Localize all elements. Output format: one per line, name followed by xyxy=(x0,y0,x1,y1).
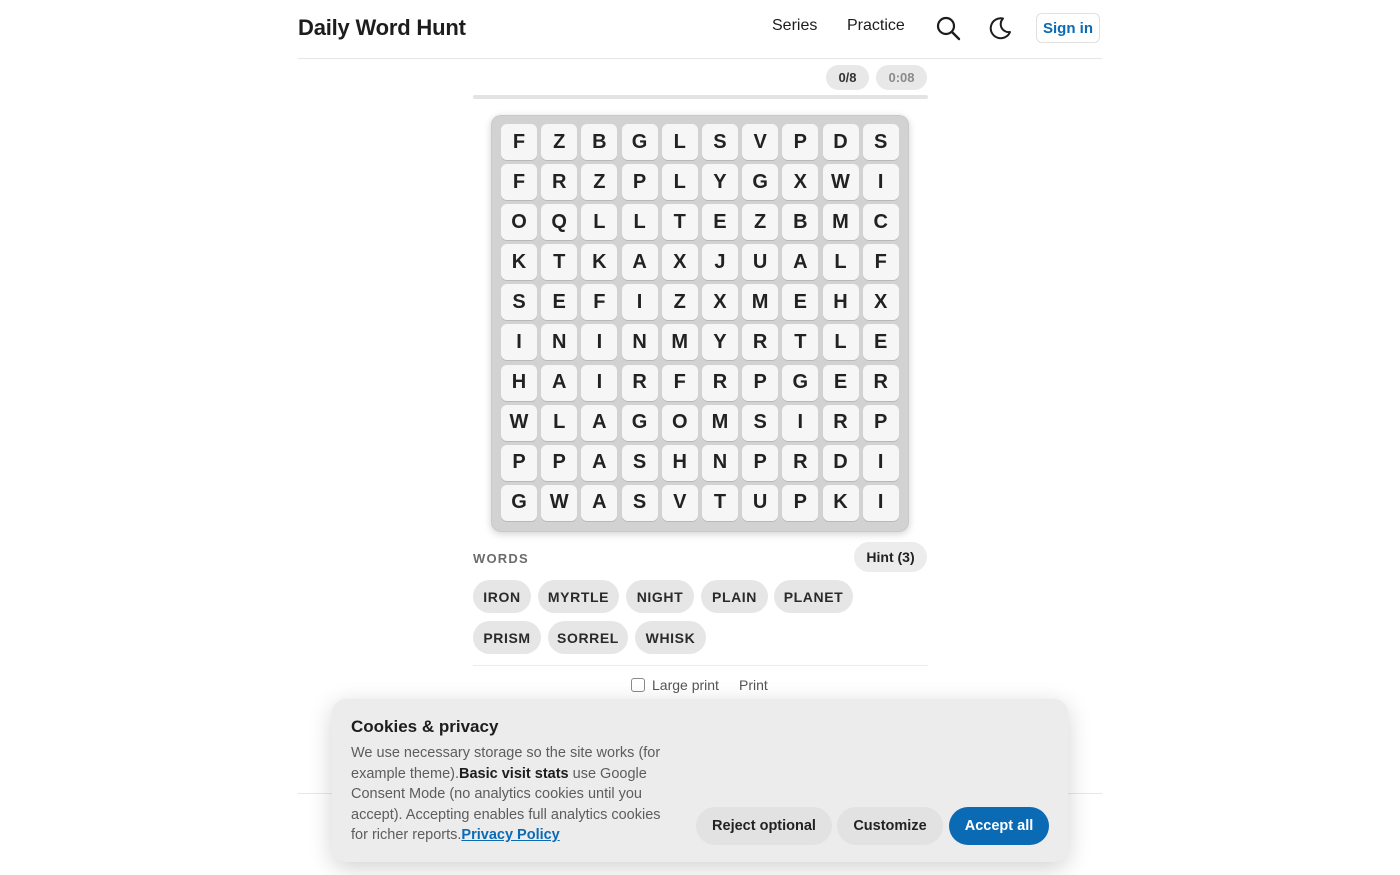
site-header xyxy=(298,0,1102,59)
grid-cell[interactable]: I xyxy=(501,324,537,360)
grid-cell[interactable]: M xyxy=(702,405,738,441)
grid-cell[interactable]: B xyxy=(782,204,818,240)
grid-cell[interactable]: H xyxy=(501,365,537,401)
grid-cell[interactable]: O xyxy=(662,405,698,441)
grid-cell[interactable]: A xyxy=(581,405,617,441)
grid-cell[interactable]: H xyxy=(662,445,698,481)
word-chip-whisk: WHISK xyxy=(635,621,706,654)
grid-cell[interactable]: F xyxy=(501,124,537,160)
grid-cell[interactable]: Z xyxy=(581,164,617,200)
grid-cell[interactable]: I xyxy=(581,365,617,401)
grid-cell[interactable]: E xyxy=(782,284,818,320)
grid-cell[interactable]: W xyxy=(823,164,859,200)
grid-cell[interactable]: M xyxy=(823,204,859,240)
grid-cell[interactable]: M xyxy=(742,284,778,320)
grid-cell[interactable]: H xyxy=(823,284,859,320)
grid-cell[interactable]: N xyxy=(702,445,738,481)
grid-cell[interactable]: S xyxy=(622,485,658,521)
grid-cell[interactable]: J xyxy=(702,244,738,280)
grid-cell[interactable]: W xyxy=(541,485,577,521)
grid-cell[interactable]: O xyxy=(501,204,537,240)
grid-cell[interactable]: U xyxy=(742,485,778,521)
grid-cell[interactable]: X xyxy=(702,284,738,320)
large-print-label[interactable]: Large print xyxy=(652,677,719,693)
grid-cell[interactable]: T xyxy=(702,485,738,521)
grid-cell[interactable]: C xyxy=(863,204,899,240)
grid-cell[interactable]: N xyxy=(622,324,658,360)
cookie-text-detail: use Google Consent Mode (no analytics cookies until you accept). Accepting enables full analytics cookies for richer reports. xyxy=(351,765,661,843)
customize-button[interactable]: Customize xyxy=(837,807,943,845)
grid-cell[interactable]: R xyxy=(742,324,778,360)
words-heading: WORDS xyxy=(473,551,529,566)
grid-cell[interactable]: L xyxy=(581,204,617,240)
grid-cell[interactable]: I xyxy=(581,324,617,360)
privacy-policy-link[interactable]: Privacy Policy xyxy=(461,827,560,843)
grid-cell[interactable]: S xyxy=(501,284,537,320)
grid-cell[interactable]: S xyxy=(702,124,738,160)
grid-cell[interactable]: L xyxy=(662,164,698,200)
word-chip-prism: PRISM xyxy=(473,621,541,654)
large-print-checkbox[interactable] xyxy=(631,678,645,692)
grid-cell[interactable]: E xyxy=(823,365,859,401)
grid-cell[interactable]: D xyxy=(823,445,859,481)
grid-cell[interactable]: X xyxy=(863,284,899,320)
grid-cell[interactable]: P xyxy=(742,445,778,481)
grid-cell[interactable]: E xyxy=(863,324,899,360)
grid-cell[interactable]: K xyxy=(581,244,617,280)
timer-badge: 0:08 xyxy=(876,65,927,90)
grid-cell[interactable]: Y xyxy=(702,164,738,200)
grid-cell[interactable]: F xyxy=(662,365,698,401)
grid-cell[interactable]: W xyxy=(501,405,537,441)
grid-cell[interactable]: B xyxy=(581,124,617,160)
grid-cell[interactable]: I xyxy=(863,445,899,481)
grid-cell[interactable]: G xyxy=(742,164,778,200)
large-print-option xyxy=(631,676,719,694)
grid-cell[interactable]: G xyxy=(622,124,658,160)
grid-cell[interactable]: E xyxy=(702,204,738,240)
grid-cell[interactable]: N xyxy=(541,324,577,360)
grid-cell[interactable]: E xyxy=(541,284,577,320)
cookie-text-bold: Basic visit stats xyxy=(459,765,569,782)
grid-cell[interactable]: X xyxy=(782,164,818,200)
grid-cell[interactable]: P xyxy=(501,445,537,481)
grid-cell[interactable]: R xyxy=(702,365,738,401)
divider xyxy=(473,665,928,666)
grid-cell[interactable]: K xyxy=(823,485,859,521)
grid-cell[interactable]: T xyxy=(541,244,577,280)
word-chip-sorrel: SORREL xyxy=(548,621,628,654)
grid-cell[interactable]: A xyxy=(782,244,818,280)
grid-cell[interactable]: G xyxy=(501,485,537,521)
grid-cell[interactable]: Z xyxy=(742,204,778,240)
word-chip-plain: PLAIN xyxy=(701,580,768,613)
grid-cell[interactable]: P xyxy=(782,485,818,521)
sign-in-button[interactable]: Sign in xyxy=(1036,13,1100,43)
grid-cell[interactable]: M xyxy=(662,324,698,360)
grid-cell[interactable]: R xyxy=(863,365,899,401)
cookie-title: Cookies & privacy xyxy=(351,717,499,736)
grid-cell[interactable]: F xyxy=(863,244,899,280)
word-search-board xyxy=(491,115,909,532)
grid-cell[interactable]: X xyxy=(662,244,698,280)
print-link[interactable]: Print xyxy=(739,677,768,693)
grid-cell[interactable]: Z xyxy=(541,124,577,160)
site-brand[interactable]: Daily Word Hunt xyxy=(298,15,466,40)
cookie-text-intro: We use necessary storage so the site works (for example theme). xyxy=(351,745,661,782)
letter-grid xyxy=(501,124,909,521)
grid-cell[interactable]: P xyxy=(863,405,899,441)
moon-icon[interactable] xyxy=(986,14,1014,42)
found-counter-badge: 0/8 xyxy=(826,65,869,90)
grid-cell[interactable]: F xyxy=(581,284,617,320)
grid-cell[interactable]: S xyxy=(742,405,778,441)
grid-cell[interactable]: I xyxy=(863,485,899,521)
grid-cell[interactable]: L xyxy=(662,124,698,160)
cookie-banner xyxy=(332,699,1068,862)
grid-cell[interactable]: A xyxy=(541,365,577,401)
grid-cell[interactable]: P xyxy=(742,365,778,401)
grid-cell[interactable]: R xyxy=(541,164,577,200)
reject-optional-button[interactable]: Reject optional xyxy=(696,807,832,845)
grid-cell[interactable]: A xyxy=(622,244,658,280)
nav-practice-link[interactable]: Practice xyxy=(847,17,905,34)
grid-cell[interactable]: S xyxy=(622,445,658,481)
grid-cell[interactable]: R xyxy=(823,405,859,441)
grid-cell[interactable]: A xyxy=(581,485,617,521)
grid-cell[interactable]: F xyxy=(501,164,537,200)
grid-cell[interactable]: P xyxy=(541,445,577,481)
word-chip-planet: PLANET xyxy=(774,580,853,613)
grid-cell[interactable]: L xyxy=(541,405,577,441)
grid-cell[interactable]: K xyxy=(501,244,537,280)
grid-cell[interactable]: L xyxy=(823,324,859,360)
grid-cell[interactable]: L xyxy=(823,244,859,280)
search-icon[interactable] xyxy=(934,14,962,42)
grid-cell[interactable]: T xyxy=(662,204,698,240)
word-chip-iron: IRON xyxy=(473,580,531,613)
grid-cell[interactable]: G xyxy=(782,365,818,401)
grid-cell[interactable]: T xyxy=(782,324,818,360)
grid-cell[interactable]: Z xyxy=(662,284,698,320)
accept-all-button[interactable]: Accept all xyxy=(949,807,1049,845)
grid-cell[interactable]: D xyxy=(823,124,859,160)
grid-cell[interactable]: R xyxy=(622,365,658,401)
grid-cell[interactable]: G xyxy=(622,405,658,441)
grid-cell[interactable]: P xyxy=(622,164,658,200)
grid-cell[interactable]: I xyxy=(782,405,818,441)
grid-cell[interactable]: I xyxy=(863,164,899,200)
grid-cell[interactable]: I xyxy=(622,284,658,320)
progress-bar xyxy=(473,95,928,99)
grid-cell[interactable]: A xyxy=(581,445,617,481)
word-chip-night: NIGHT xyxy=(626,580,694,613)
nav-series-link[interactable]: Series xyxy=(772,17,818,34)
grid-cell[interactable]: Q xyxy=(541,204,577,240)
grid-cell[interactable]: V xyxy=(662,485,698,521)
grid-cell[interactable]: L xyxy=(622,204,658,240)
grid-cell[interactable]: V xyxy=(742,124,778,160)
grid-cell[interactable]: U xyxy=(742,244,778,280)
cookie-description xyxy=(351,743,681,846)
hint-button[interactable]: Hint (3) xyxy=(854,542,927,572)
grid-cell[interactable]: P xyxy=(782,124,818,160)
grid-cell[interactable]: S xyxy=(863,124,899,160)
word-chip-myrtle: MYRTLE xyxy=(538,580,619,613)
grid-cell[interactable]: R xyxy=(782,445,818,481)
grid-cell[interactable]: Y xyxy=(702,324,738,360)
